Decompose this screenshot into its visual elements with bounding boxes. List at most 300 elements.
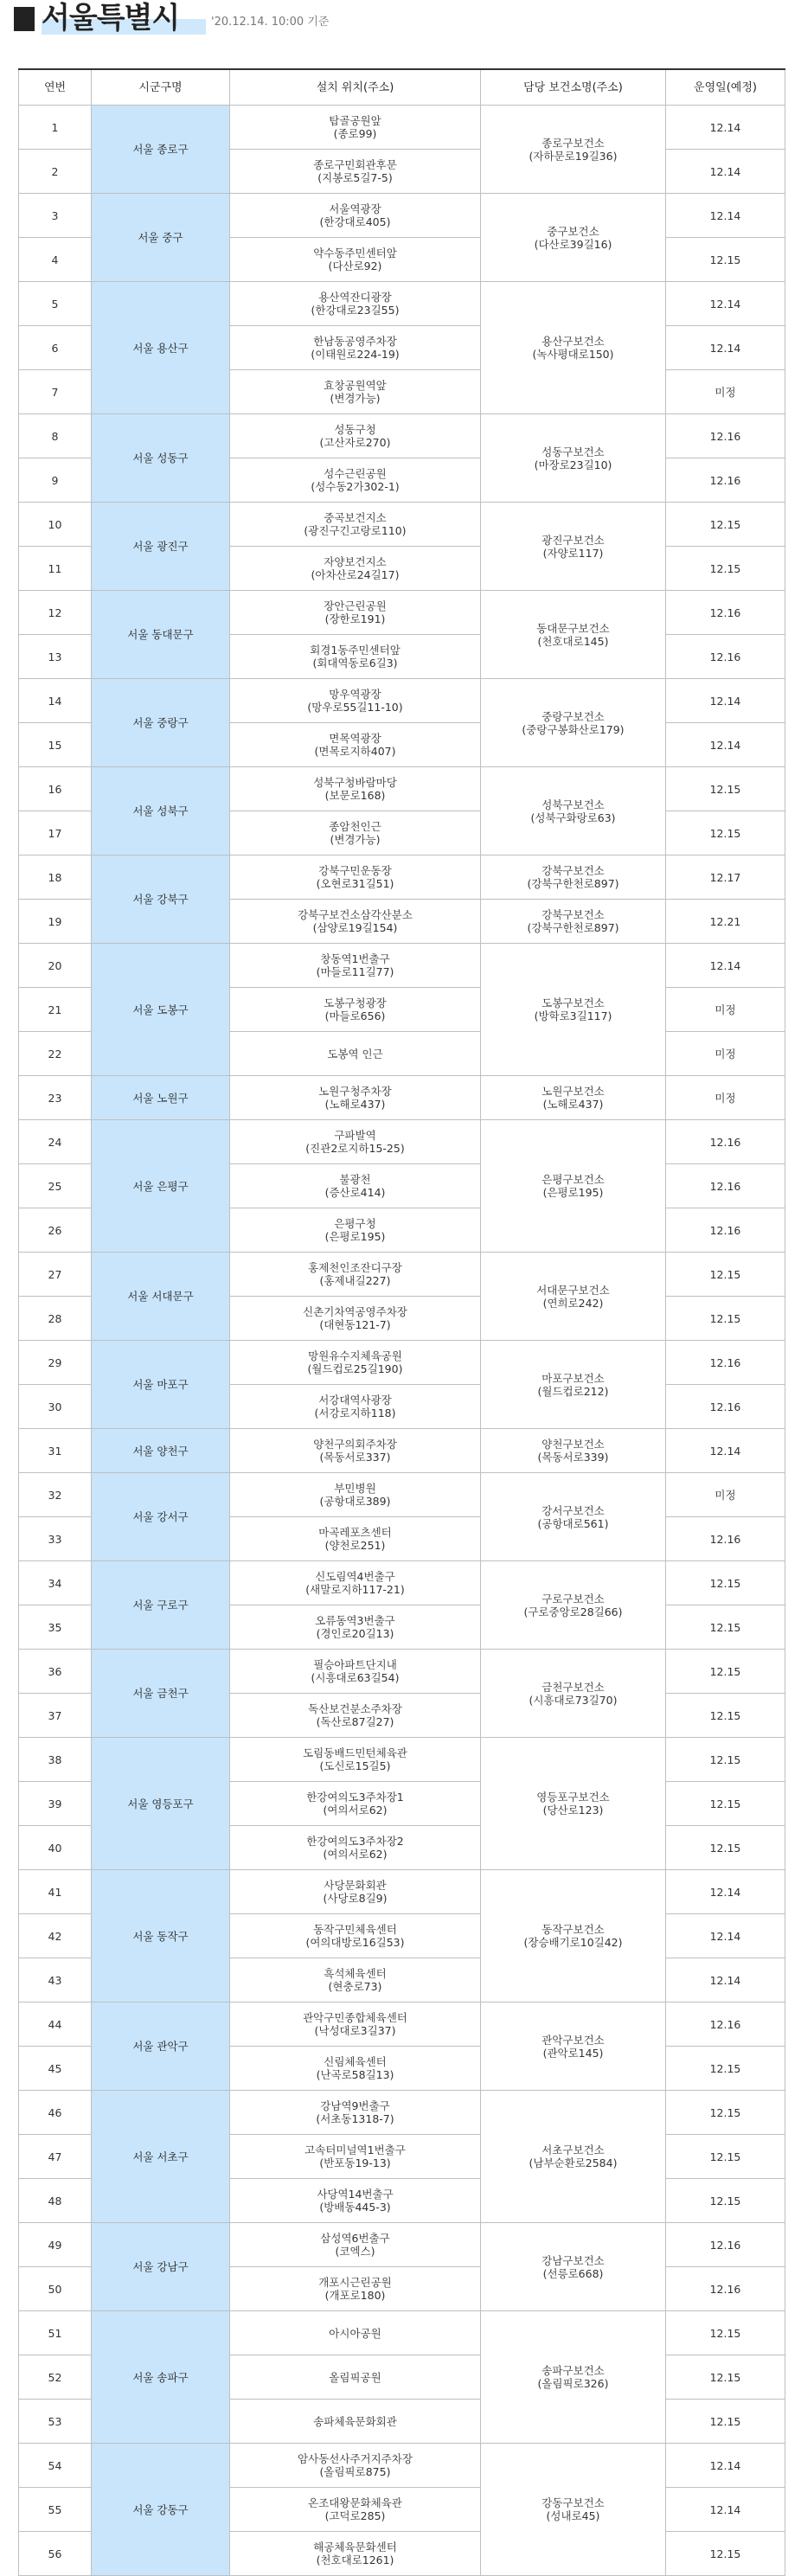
location-line: 성동구청: [334, 423, 376, 436]
health-center: [481, 2223, 666, 2311]
location-line: 강남역9번출구: [320, 2099, 390, 2112]
install-location: [230, 1782, 481, 1826]
health-center-line: 구로구보건소: [541, 1592, 605, 1605]
district-name: 서울 성동구: [92, 414, 230, 503]
row-number: 37: [19, 1694, 92, 1738]
install-location: [230, 1870, 481, 1914]
install-location: [230, 2091, 481, 2135]
location-line: (회대역동로6길3): [312, 657, 398, 670]
install-location: [230, 2444, 481, 2488]
row-number: 46: [19, 2091, 92, 2135]
row-number: 53: [19, 2400, 92, 2444]
health-center-line: (다산로39길16): [534, 237, 612, 251]
district-name: 서울 도봉구: [92, 944, 230, 1076]
location-line: 강북구보건소삼각산분소: [298, 908, 413, 921]
location-line: 망우역광장: [329, 688, 381, 701]
operating-date: 미정: [666, 370, 785, 414]
health-center-line: 강북구보건소: [541, 864, 605, 877]
row-number: 43: [19, 1958, 92, 2002]
district-name: 서울 영등포구: [92, 1738, 230, 1870]
install-location: [230, 1958, 481, 2002]
location-line: 오류동역3번출구: [315, 1614, 395, 1627]
district-name: 서울 중구: [92, 194, 230, 282]
health-center-line: (방학로3길117): [534, 1009, 612, 1022]
header-operating-date: 운영일(예정): [666, 69, 785, 106]
location-line: (반포동19-13): [319, 2156, 391, 2169]
operating-date: 12.14: [666, 150, 785, 194]
district-name: 서울 서초구: [92, 2091, 230, 2223]
page-title: 서울특별시: [42, 1, 180, 35]
operating-date: 12.15: [666, 1738, 785, 1782]
health-center-line: (마장로23길10): [534, 458, 612, 471]
health-center-line: 관악구보건소: [541, 2033, 605, 2047]
row-number: 47: [19, 2135, 92, 2179]
operating-date: 12.14: [666, 944, 785, 988]
health-center-line: (천호대로145): [537, 634, 609, 648]
table-row: [19, 503, 785, 547]
row-number: 9: [19, 458, 92, 503]
location-line: 해공체육문화센터: [313, 2541, 397, 2554]
location-line: (한강대로23길55): [311, 304, 400, 317]
location-line: (서초동1318-7): [316, 2112, 394, 2125]
operating-date: 12.15: [666, 1826, 785, 1870]
health-center-line: 송파구보건소: [541, 2364, 605, 2377]
location-line: 성북구청바람마당: [313, 776, 397, 789]
district-name: 서울 금천구: [92, 1650, 230, 1738]
table-header-row: [19, 69, 785, 106]
health-center-line: (은평로195): [542, 1186, 604, 1199]
header-location: 설치 위치(주소): [230, 69, 481, 106]
location-line: (보문로168): [324, 789, 386, 802]
health-center: [481, 2444, 666, 2576]
operating-date: 12.14: [666, 679, 785, 723]
health-center: [481, 1473, 666, 1561]
location-line: (증산로414): [324, 1186, 386, 1199]
health-center-line: (당산로123): [542, 1804, 604, 1817]
row-number: 20: [19, 944, 92, 988]
install-location: [230, 2135, 481, 2179]
health-center: [481, 106, 666, 194]
row-number: 52: [19, 2355, 92, 2400]
row-number: 3: [19, 194, 92, 238]
row-number: 25: [19, 1164, 92, 1208]
row-number: 55: [19, 2488, 92, 2532]
health-center-line: (자하문로19길36): [529, 149, 618, 163]
row-number: 22: [19, 1032, 92, 1076]
row-number: 50: [19, 2267, 92, 2311]
row-number: 17: [19, 811, 92, 855]
location-line: (오현로31길51): [316, 877, 394, 890]
health-center-line: (시흥대로73길70): [529, 1693, 618, 1707]
health-center-line: 양천구보건소: [541, 1438, 605, 1451]
location-line: 구파발역: [334, 1129, 376, 1142]
operating-date: 12.15: [666, 1561, 785, 1605]
operating-date: 12.15: [666, 2532, 785, 2576]
row-number: 44: [19, 2002, 92, 2047]
district-name: 서울 강남구: [92, 2223, 230, 2311]
health-center-line: (공항대로561): [537, 1516, 609, 1530]
health-center-line: 서대문구보건소: [536, 1283, 610, 1297]
install-location: [230, 106, 481, 150]
row-number: 24: [19, 1120, 92, 1164]
district-name: 서울 강동구: [92, 2444, 230, 2576]
health-center: [481, 679, 666, 767]
location-line: 면목역광장: [329, 732, 381, 745]
health-center-line: 마포구보건소: [541, 1371, 605, 1385]
row-number: 27: [19, 1253, 92, 1297]
location-line: (다산로92): [328, 260, 382, 272]
health-center-line: (녹사평대로150): [532, 348, 614, 361]
header-no: 연번: [19, 69, 92, 106]
row-number: 26: [19, 1208, 92, 1253]
install-location: [230, 370, 481, 414]
district-name: 서울 구로구: [92, 1561, 230, 1650]
table-row: [19, 1650, 785, 1694]
health-center-line: (자양로117): [542, 546, 604, 560]
health-center: [481, 194, 666, 282]
operating-date: 12.14: [666, 1914, 785, 1958]
row-number: 14: [19, 679, 92, 723]
operating-date: 12.16: [666, 1517, 785, 1561]
health-center-line: (월드컵로212): [537, 1384, 609, 1398]
location-line: (지봉로5길7-5): [317, 171, 393, 184]
install-location: [230, 679, 481, 723]
health-center-line: 동대문구보건소: [536, 621, 610, 635]
row-number: 33: [19, 1517, 92, 1561]
row-number: 18: [19, 855, 92, 900]
location-line: (여의서로62): [323, 1848, 388, 1861]
health-center-line: (성내로45): [546, 2509, 600, 2522]
install-location: [230, 1561, 481, 1605]
install-location: [230, 591, 481, 635]
operating-date: 12.16: [666, 2002, 785, 2047]
location-line: (노해로437): [324, 1098, 386, 1111]
operating-date: 12.16: [666, 414, 785, 458]
install-location: [230, 1076, 481, 1120]
location-line: 은평구청: [334, 1217, 376, 1230]
location-line: 창동역1번출구: [320, 952, 390, 965]
location-line: 서울역광장: [329, 202, 381, 215]
row-number: 10: [19, 503, 92, 547]
health-center-line: 은평구보건소: [541, 1173, 605, 1186]
screening-clinic-table: [18, 68, 785, 2576]
health-center: [481, 2311, 666, 2444]
location-line: 독산보건분소주차장: [308, 1702, 402, 1715]
install-location: [230, 2267, 481, 2311]
health-center-line: 영등포구보건소: [536, 1791, 610, 1804]
operating-date: 12.17: [666, 855, 785, 900]
install-location: [230, 1694, 481, 1738]
location-line: 불광천: [339, 1173, 371, 1186]
install-location: [230, 2223, 481, 2267]
table-row: [19, 1870, 785, 1914]
install-location: [230, 2400, 481, 2444]
location-line: (진관2로지하15-25): [305, 1142, 405, 1155]
health-center: [481, 1561, 666, 1650]
health-center-line: (장승배기로10길42): [523, 1936, 623, 1949]
location-line: 장안근린공원: [324, 599, 387, 612]
health-center-line: (중랑구봉화산로179): [522, 722, 625, 736]
install-location: [230, 1164, 481, 1208]
location-line: 노원구청주차장: [318, 1085, 392, 1098]
row-number: 21: [19, 988, 92, 1032]
location-line: (서강로지하118): [314, 1407, 396, 1419]
install-location: [230, 282, 481, 326]
location-line: (현충로73): [328, 1980, 382, 1993]
location-line: 용산역잔디광장: [318, 291, 392, 304]
location-line: 온조대왕문화체육관: [308, 2496, 402, 2509]
location-line: (공항대로389): [319, 1495, 391, 1508]
install-location: [230, 2179, 481, 2223]
operating-date: 12.15: [666, 2135, 785, 2179]
location-line: 약수동주민센터앞: [313, 247, 397, 260]
location-line: 한강여의도3주차장2: [306, 1835, 404, 1848]
location-line: (변경가능): [330, 392, 381, 405]
health-center: [481, 1738, 666, 1870]
location-line: (여의서로62): [323, 1804, 388, 1817]
install-location: [230, 1429, 481, 1473]
row-number: 48: [19, 2179, 92, 2223]
install-location: [230, 767, 481, 811]
operating-date: 12.16: [666, 2223, 785, 2267]
location-line: 홍제천인조잔디구장: [308, 1261, 402, 1274]
location-line: (고덕로285): [324, 2509, 386, 2522]
page-header: [0, 0, 801, 45]
location-line: (면목로지하407): [314, 745, 396, 758]
location-line: 마곡레포츠센터: [318, 1526, 392, 1539]
location-line: 서강대역사광장: [318, 1394, 392, 1407]
operating-date: 12.15: [666, 547, 785, 591]
install-location: [230, 635, 481, 679]
location-line: 도봉역 인근: [327, 1047, 383, 1061]
operating-date: 12.16: [666, 1120, 785, 1164]
health-center-line: (연희로242): [542, 1296, 604, 1310]
row-number: 16: [19, 767, 92, 811]
row-number: 28: [19, 1297, 92, 1341]
install-location: [230, 1032, 481, 1076]
health-center-line: 강동구보건소: [541, 2496, 605, 2509]
health-center: [481, 1120, 666, 1253]
operating-date: 12.15: [666, 1650, 785, 1694]
table-row: [19, 194, 785, 238]
health-center-line: 금천구보건소: [541, 1680, 605, 1694]
location-line: 아시아공원: [329, 2326, 381, 2340]
health-center: [481, 900, 666, 944]
operating-date: 12.15: [666, 2355, 785, 2400]
location-line: (한강대로405): [319, 215, 391, 228]
location-line: (대현동121-7): [319, 1318, 391, 1331]
location-line: 종로구민회관후문: [313, 158, 397, 171]
row-number: 32: [19, 1473, 92, 1517]
operating-date: 12.15: [666, 1297, 785, 1341]
health-center: [481, 1253, 666, 1341]
location-line: 관악구민종합체육센터: [303, 2011, 407, 2024]
table-row: [19, 1120, 785, 1164]
health-center: [481, 1650, 666, 1738]
location-line: 올림픽공원: [329, 2370, 381, 2384]
row-number: 39: [19, 1782, 92, 1826]
row-number: 19: [19, 900, 92, 944]
table-row: [19, 591, 785, 635]
install-location: [230, 414, 481, 458]
row-number: 36: [19, 1650, 92, 1694]
row-number: 5: [19, 282, 92, 326]
location-line: (아차산로24길17): [311, 568, 400, 581]
location-line: (성수동2가302-1): [311, 480, 400, 493]
location-line: 한강여의도3주차장1: [306, 1791, 404, 1804]
location-line: 도봉구청광장: [324, 996, 387, 1009]
location-line: (광진구긴고랑로110): [304, 524, 407, 537]
as-of-timestamp: '20.12.14. 10:00 기준: [211, 16, 330, 29]
location-line: 신림체육센터: [324, 2055, 387, 2068]
health-center: [481, 855, 666, 900]
install-location: [230, 900, 481, 944]
location-line: (방배동445-3): [319, 2201, 391, 2214]
row-number: 23: [19, 1076, 92, 1120]
table-row: [19, 2444, 785, 2488]
location-line: 신도림역4번출구: [315, 1570, 395, 1583]
install-location: [230, 988, 481, 1032]
location-line: 흑석체육센터: [324, 1967, 387, 1980]
operating-date: 12.15: [666, 2311, 785, 2355]
location-line: (홍제내길227): [319, 1274, 391, 1287]
health-center-line: 성북구보건소: [541, 798, 605, 811]
health-center: [481, 591, 666, 679]
install-location: [230, 1517, 481, 1561]
location-line: 망원유수지체육공원: [308, 1349, 402, 1362]
health-center-line: (강북구한천로897): [527, 921, 619, 934]
location-line: (변경가능): [330, 833, 381, 846]
title-square-icon: [14, 7, 35, 31]
install-location: [230, 811, 481, 855]
location-line: (도신로15길5): [319, 1759, 391, 1772]
district-name: 서울 양천구: [92, 1429, 230, 1473]
install-location: [230, 1738, 481, 1782]
row-number: 6: [19, 326, 92, 370]
operating-date: 12.16: [666, 1208, 785, 1253]
install-location: [230, 2488, 481, 2532]
operating-date: 12.14: [666, 194, 785, 238]
table-row: [19, 2091, 785, 2135]
location-line: 효창공원역앞: [324, 379, 387, 392]
operating-date: 12.16: [666, 458, 785, 503]
install-location: [230, 1297, 481, 1341]
location-line: 고속터미널역1번출구: [304, 2143, 406, 2156]
install-location: [230, 1385, 481, 1429]
health-center: [481, 1076, 666, 1120]
operating-date: 12.15: [666, 2047, 785, 2091]
health-center-line: 서초구보건소: [541, 2143, 605, 2156]
operating-date: 12.16: [666, 1385, 785, 1429]
install-location: [230, 2002, 481, 2047]
operating-date: 12.14: [666, 2444, 785, 2488]
row-number: 35: [19, 1605, 92, 1650]
row-number: 7: [19, 370, 92, 414]
header-health-center: 담당 보건소명(주소): [481, 69, 666, 106]
operating-date: 12.14: [666, 1429, 785, 1473]
row-number: 42: [19, 1914, 92, 1958]
health-center: [481, 2002, 666, 2091]
operating-date: 12.16: [666, 591, 785, 635]
location-line: (종로99): [333, 127, 377, 140]
location-line: (마들로656): [324, 1009, 386, 1022]
install-location: [230, 723, 481, 767]
row-number: 29: [19, 1341, 92, 1385]
table-row: [19, 282, 785, 326]
location-line: 필승아파트단지내: [313, 1658, 397, 1671]
district-name: 서울 노원구: [92, 1076, 230, 1120]
install-location: [230, 150, 481, 194]
location-line: 강북구민운동장: [318, 864, 392, 877]
district-name: 서울 동작구: [92, 1870, 230, 2002]
row-number: 41: [19, 1870, 92, 1914]
location-line: 도림동배드민턴체육관: [303, 1746, 407, 1759]
location-line: (낙성대로3길37): [314, 2024, 396, 2037]
row-number: 34: [19, 1561, 92, 1605]
row-number: 4: [19, 238, 92, 282]
location-line: (은평로195): [324, 1230, 386, 1243]
row-number: 13: [19, 635, 92, 679]
table-row: [19, 106, 785, 150]
location-line: 부민병원: [334, 1482, 376, 1495]
header-district: 시군구명: [92, 69, 230, 106]
operating-date: 12.16: [666, 1164, 785, 1208]
row-number: 12: [19, 591, 92, 635]
health-center-line: (강북구한천로897): [527, 877, 619, 890]
health-center-line: 동작구보건소: [541, 1923, 605, 1936]
install-location: [230, 1650, 481, 1694]
operating-date: 12.14: [666, 1958, 785, 2002]
health-center-line: 중구보건소: [547, 224, 599, 238]
install-location: [230, 238, 481, 282]
row-number: 2: [19, 150, 92, 194]
install-location: [230, 1605, 481, 1650]
location-line: (사당로8길9): [323, 1892, 388, 1905]
row-number: 15: [19, 723, 92, 767]
health-center: [481, 282, 666, 414]
operating-date: 12.15: [666, 2091, 785, 2135]
district-name: 서울 성북구: [92, 767, 230, 855]
table-row: [19, 1429, 785, 1473]
table-row: [19, 1738, 785, 1782]
location-line: (개포로180): [324, 2289, 386, 2302]
health-center-line: (구로중앙로28길66): [523, 1605, 623, 1618]
operating-date: 미정: [666, 1076, 785, 1120]
operating-date: 12.14: [666, 326, 785, 370]
location-line: 사당역14번출구: [317, 2188, 394, 2201]
health-center: [481, 1429, 666, 1473]
table-row: [19, 1473, 785, 1517]
location-line: 회경1동주민센터앞: [310, 644, 400, 657]
install-location: [230, 503, 481, 547]
district-name: 서울 중랑구: [92, 679, 230, 767]
row-number: 40: [19, 1826, 92, 1870]
location-line: 개포시근린공원: [318, 2276, 392, 2289]
table-row: [19, 679, 785, 723]
install-location: [230, 547, 481, 591]
health-center: [481, 503, 666, 591]
operating-date: 12.15: [666, 1694, 785, 1738]
location-line: (천호대로1261): [316, 2554, 394, 2566]
operating-date: 12.15: [666, 2179, 785, 2223]
operating-date: 12.15: [666, 1605, 785, 1650]
row-number: 49: [19, 2223, 92, 2267]
table-row: [19, 944, 785, 988]
health-center-line: 노원구보건소: [541, 1085, 605, 1098]
health-center: [481, 767, 666, 855]
operating-date: 미정: [666, 1032, 785, 1076]
location-line: (고산자로270): [319, 436, 391, 449]
